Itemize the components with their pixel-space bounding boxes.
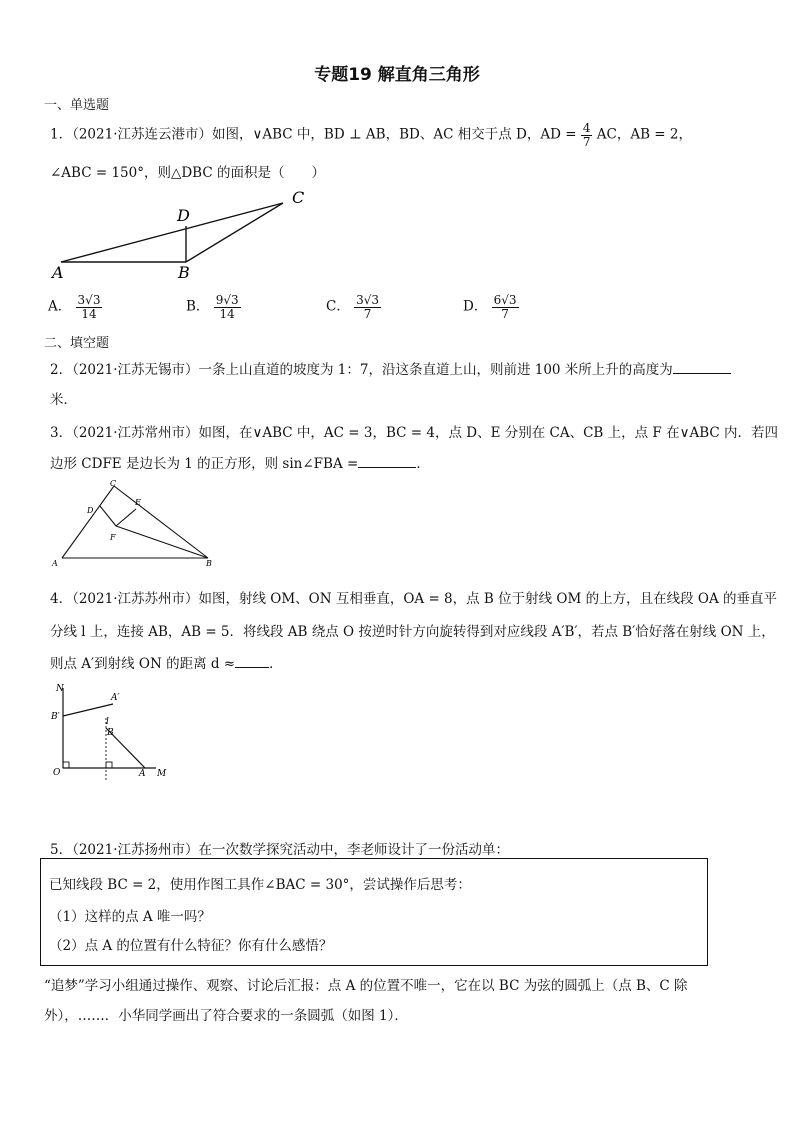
q1-fraction: $\frac{4}{7}$ [582, 121, 591, 149]
q5-after-line1: “追梦”学习小组通过操作、观察、讨论后汇报：点 A 的位置不唯一，它在以 BC 为弦的圆弧上（点 B、C 除 [44, 978, 688, 994]
q4-answer-blank[interactable] [235, 655, 269, 668]
q5-after-line2: 外），……．小华同学画出了符合要求的一条圆弧（如图 1）． [44, 1008, 408, 1024]
q4-label-o: O [53, 768, 61, 778]
q3-label-f: F [110, 533, 116, 542]
q1-option-c[interactable]: C． $\frac{3√3}{7}$ [326, 293, 380, 321]
q5-box-line3: （2）点 A 的位置有什么特征？你有什么感悟？ [49, 938, 333, 954]
q1-label-a: A [52, 263, 64, 282]
q2-line1: 2．（2021·江苏无锡市）一条上山直道的坡度为 1：7，沿这条直道上山，则前进 100 米所上升的高度为 [50, 358, 731, 378]
q3-label-e: E [135, 498, 141, 507]
q4-label-a-prime: A′ [111, 693, 120, 703]
q2-line2: 米． [50, 392, 77, 408]
q4-line1: 4．（2021·江苏苏州市）如图，射线 OM、ON 互相垂直，OA = 8，点 B 位于射线 OM 的上方，且在线段 OA 的垂直平 [50, 591, 778, 607]
q1-option-b[interactable]: B． $\frac{9√3}{14}$ [186, 293, 239, 321]
q1-label-b: B [178, 263, 190, 282]
q5-activity-box [40, 858, 708, 966]
q4-figure [48, 680, 178, 784]
q4-label-l: l [106, 717, 109, 727]
q1-line2: ∠ABC = 150°，则△DBC 的面积是（ ） [50, 165, 325, 181]
q3-label-d: D [87, 506, 94, 515]
q4-label-m: M [157, 769, 167, 779]
q1-line1: 1．（2021·江苏连云港市）如图，∨ABC 中，BD ⊥ AB，BD、AC 相交于点 D，AD = $\frac{4}{7}$ AC，AB = 2， [50, 121, 692, 149]
page-title: 专题19 解直角三角形 [314, 65, 480, 85]
q1-option-a[interactable]: A． $\frac{3√3}{14}$ [48, 293, 101, 321]
q3-label-b: B [206, 559, 212, 568]
q4-label-a: A [139, 769, 146, 779]
q3-line2: 边形 CDFE 是边长为 1 的正方形，则 sin∠FBA = ． [50, 456, 430, 472]
q4-label-b-prime: B′ [51, 712, 60, 722]
q3-label-a: A [52, 559, 58, 568]
q3-label-c: C [110, 479, 117, 488]
q5-box-line1: 已知线段 BC = 2，使用作图工具作∠BAC = 30°，尝试操作后思考： [49, 877, 471, 893]
q2-answer-blank[interactable] [673, 361, 731, 374]
section-fill-blank: 二、填空题 [44, 336, 110, 351]
q3-answer-blank[interactable] [358, 455, 416, 468]
q1-line-bc [186, 203, 283, 262]
q1-line-ac [61, 203, 283, 262]
q4-label-b: B [107, 728, 114, 738]
q1-option-d[interactable]: D． $\frac{6√3}{7}$ [463, 293, 517, 321]
q5-box-line2: （1）这样的点 A 唯一吗？ [49, 909, 211, 925]
q1-label-d: D [177, 206, 190, 225]
section-single-choice: 一、单选题 [44, 98, 110, 113]
q1-label-c: C [292, 188, 305, 207]
q4-line2: 分线 l 上，连接 AB，AB = 5．将线段 AB 绕点 O 按逆时针方向旋转得到对应线段 A′B′，若点 B′恰好落在射线 ON 上， [50, 624, 775, 640]
q3-line1: 3．（2021·江苏常州市）如图，在∨ABC 中，AC = 3，BC = 4，点 D、E 分别在 CA、CB 上，点 F 在∨ABC 内．若四 [50, 425, 778, 441]
q5-line1: 5．（2021·江苏扬州市）在一次数学探究活动中，李老师设计了一份活动单： [50, 842, 509, 858]
q3-figure [48, 476, 218, 570]
q4-line3: 则点 A′到射线 ON 的距离 d ≈ ． [50, 656, 283, 672]
q1-figure [48, 186, 318, 282]
q4-label-n: N [56, 684, 64, 694]
